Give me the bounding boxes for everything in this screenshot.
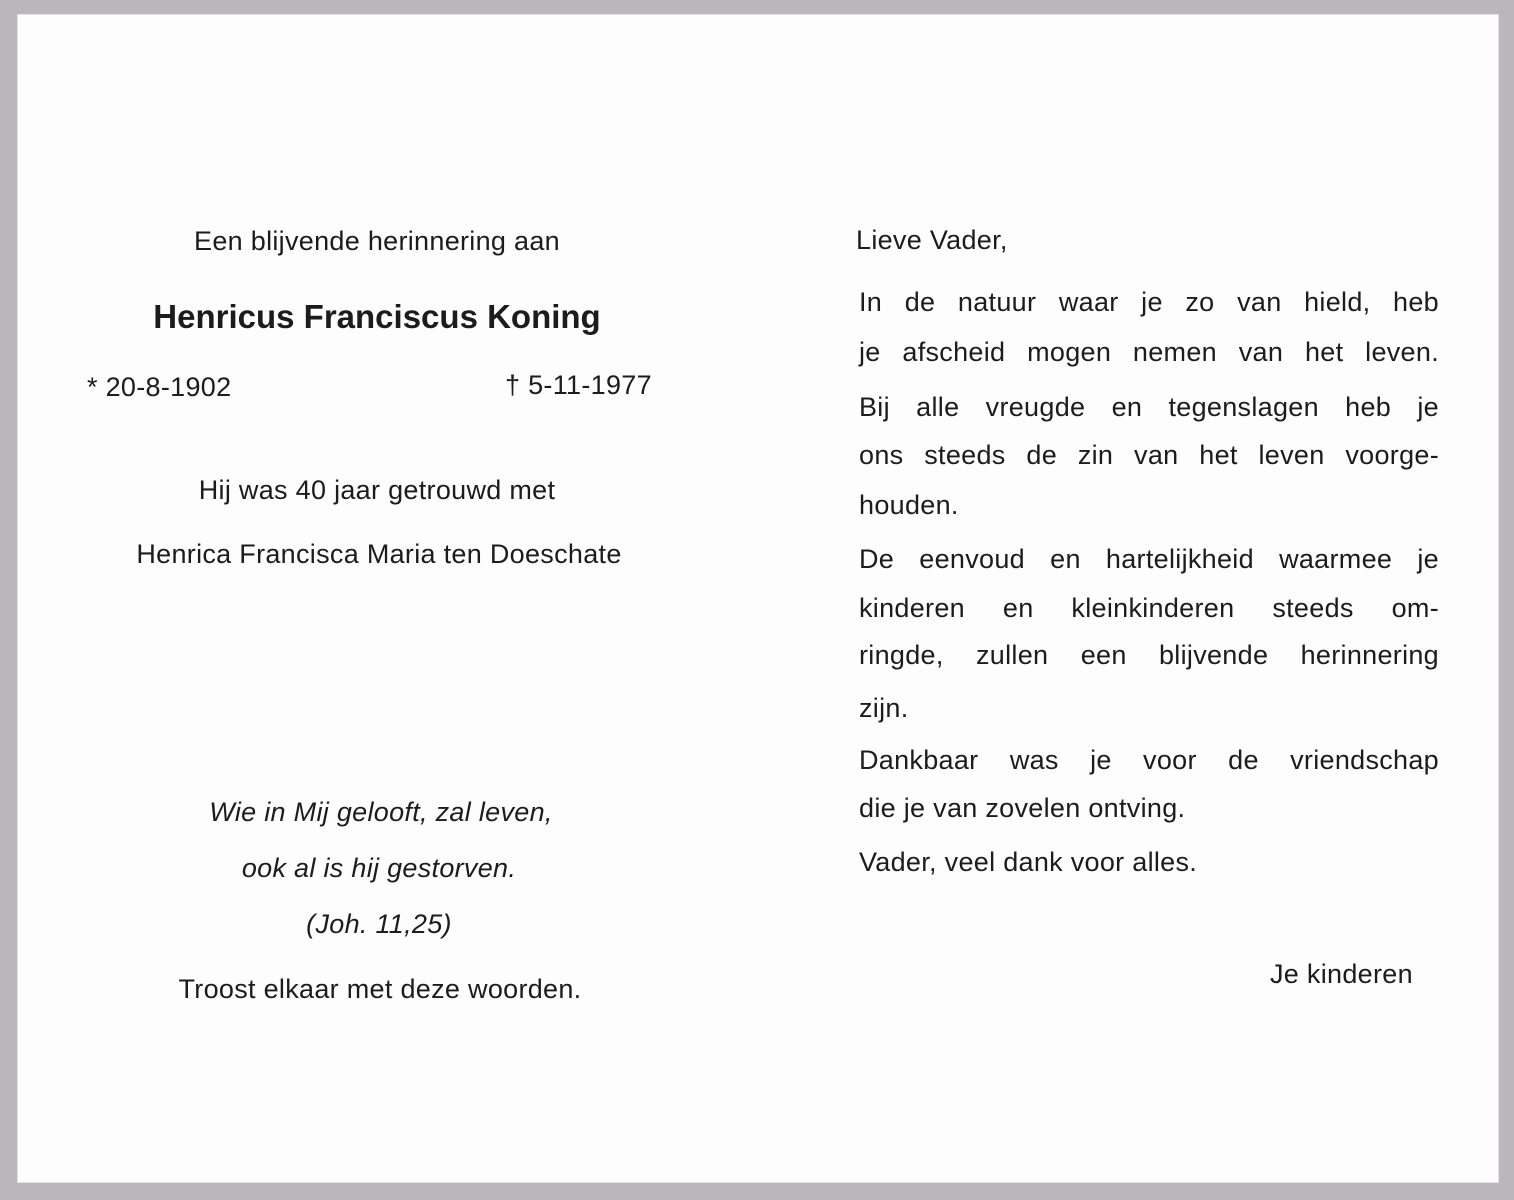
signature: Je kinderen [1270, 959, 1413, 989]
salutation: Lieve Vader, [856, 225, 1008, 255]
letter-line: ons steeds de zin van het leven voorge- [859, 440, 1439, 470]
letter-line: Dankbaar was je voor de vriendschap [859, 745, 1439, 775]
letter-line: In de natuur waar je zo van hield, heb [859, 287, 1439, 317]
birth-date: * 20-8-1902 [87, 372, 232, 402]
memorial-card [17, 14, 1499, 1183]
bible-quote-reference: (Joh. 11,25) [306, 909, 452, 939]
letter-line: zijn. [859, 693, 909, 723]
closing-line: Troost elkaar met deze woorden. [178, 974, 582, 1004]
letter-line: Vader, veel dank voor alles. [859, 847, 1198, 877]
spouse-name: Henrica Francisca Maria ten Doeschate [136, 539, 622, 569]
letter-line: houden. [859, 490, 959, 520]
intro-text: Een blijvende herinnering aan [194, 226, 560, 256]
letter-line: kinderen en kleinkinderen steeds om- [859, 593, 1439, 623]
death-date: † 5-11-1977 [505, 370, 652, 400]
deceased-name: Henricus Franciscus Koning [153, 298, 601, 335]
letter-line: die je van zovelen ontving. [859, 793, 1186, 823]
letter-line: Bij alle vreugde en tegenslagen heb je [859, 392, 1439, 422]
married-line: Hij was 40 jaar getrouwd met [198, 475, 556, 505]
bible-quote-line-2: ook al is hij gestorven. [241, 853, 517, 883]
letter-line: De eenvoud en hartelijkheid waarmee je [859, 544, 1439, 574]
letter-line: je afscheid mogen nemen van het leven. [859, 337, 1439, 367]
bible-quote-line-1: Wie in Mij gelooft, zal leven, [209, 797, 553, 827]
letter-line: ringde, zullen een blijvende herinnering [859, 640, 1439, 670]
